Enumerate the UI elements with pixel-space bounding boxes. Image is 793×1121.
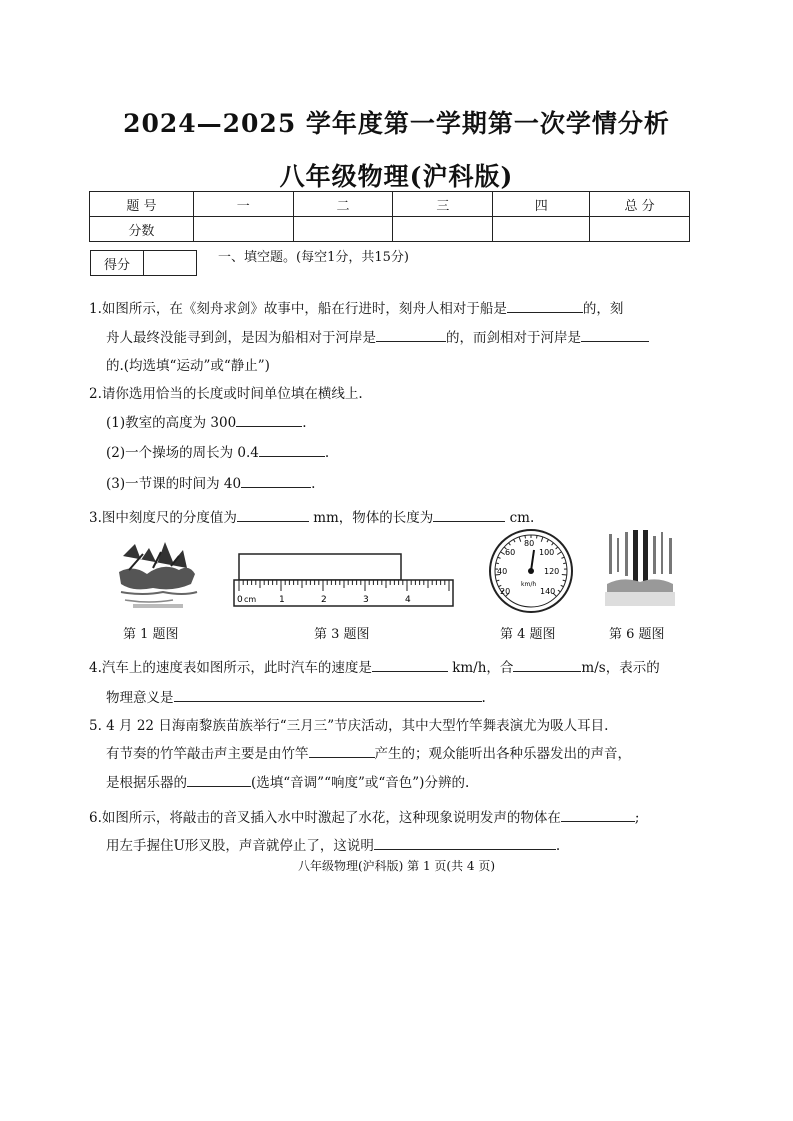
q5-text: (选填“音调”“响度”或“音色”)分辨的. — [251, 775, 470, 791]
answer-blank[interactable] — [376, 327, 446, 342]
q3-line — [89, 506, 534, 526]
score-table — [89, 191, 690, 242]
table-row — [90, 217, 690, 242]
gauge-tick — [563, 563, 566, 564]
score-cell[interactable] — [493, 217, 590, 242]
q2-text: . — [311, 476, 316, 492]
q1-text: 的，而剑相对于河岸是 — [446, 330, 581, 346]
gauge-unit: km/h — [521, 581, 537, 588]
gauge-tick — [537, 536, 538, 539]
section-heading: 一、填空题。(每空1分，共15分) — [218, 250, 409, 265]
q1-text: 的，刻 — [582, 301, 624, 317]
q2-text: (1)教室的高度为 300 — [106, 415, 237, 431]
table-cell: 总 分 — [590, 192, 690, 217]
answer-blank[interactable] — [372, 657, 448, 672]
figure-caption: 第 6 题图 — [609, 627, 665, 642]
gauge-label-140: 140 — [540, 587, 556, 596]
q2-text: . — [324, 445, 330, 461]
answer-blank[interactable] — [433, 507, 505, 522]
ruler-label-4: 4 — [405, 595, 411, 605]
q4-text: 4.汽车上的速度表如图所示，此时汽车的速度是 — [89, 660, 372, 676]
q1-line2 — [106, 326, 649, 346]
defen-label: 得分 — [91, 251, 144, 275]
answer-blank[interactable] — [236, 412, 302, 427]
q5-line2 — [106, 742, 631, 762]
answer-blank[interactable] — [259, 442, 325, 457]
boat-illustration — [113, 534, 198, 612]
q5-text: 产生的；观众能听出各种乐器发出的声音， — [374, 746, 631, 762]
q2-a — [106, 411, 306, 431]
q4-line1 — [89, 656, 660, 676]
q1-line3: 的.(均选填“运动”或“静止”) — [106, 358, 270, 374]
table-cell: 三 — [393, 192, 493, 217]
measured-object — [239, 554, 401, 580]
answer-blank[interactable] — [561, 807, 635, 822]
table-cell: 二 — [293, 192, 393, 217]
gauge-label-120: 120 — [544, 567, 560, 576]
q6-text: ; — [634, 810, 640, 826]
table-cell: 一 — [193, 192, 293, 217]
q2-text: (3)一节课的时间为 40 — [106, 476, 242, 492]
q2-text: (2)一个操场的周长为 0.4 — [106, 445, 259, 461]
q4-text: m/s，表示的 — [581, 660, 660, 676]
q3-text: cm. — [509, 510, 535, 526]
q3-text: 3.图中刻度尺的分度值为 — [89, 510, 237, 526]
defen-box — [90, 250, 197, 276]
ruler-label-2: 2 — [321, 595, 327, 605]
speedometer-figure — [488, 528, 574, 614]
gauge-label-60: 60 — [505, 548, 516, 557]
table-cell: 题 号 — [90, 192, 194, 217]
answer-blank[interactable] — [374, 835, 556, 850]
q6-line2 — [106, 834, 560, 854]
table-cell: 分数 — [90, 217, 194, 242]
fork-prong — [643, 530, 648, 582]
table-cell: 四 — [493, 192, 590, 217]
figure-caption: 第 4 题图 — [500, 627, 556, 642]
page-title: 2024—2025 学年度第一学期第一次学情分析 — [123, 109, 670, 138]
gauge-label-80: 80 — [524, 539, 535, 548]
ruler-label-3: 3 — [363, 595, 369, 605]
page-subtitle: 八年级物理(沪科版) — [279, 162, 514, 191]
q6-text: . — [555, 838, 561, 854]
gauge-label-100: 100 — [539, 548, 555, 557]
figure-caption: 第 1 题图 — [123, 627, 179, 642]
answer-blank[interactable] — [507, 298, 583, 313]
score-cell[interactable] — [293, 217, 393, 242]
ruler-unit: cm — [244, 595, 257, 604]
q3-text: mm，物体的长度为 — [313, 510, 434, 526]
q5-text: 是根据乐器的 — [106, 775, 187, 791]
answer-blank[interactable] — [309, 743, 375, 758]
fork-prong — [633, 530, 638, 582]
q1-text: 1.如图所示，在《刻舟求剑》故事中，船在行进时，刻舟人相对于船是 — [89, 301, 507, 317]
gauge-label-20: 20 — [500, 587, 511, 596]
q2-stem: 2.请你选用恰当的长度或时间单位填在横线上. — [89, 386, 363, 402]
q1-line1 — [89, 297, 623, 317]
q4-text: km/h，合 — [452, 660, 514, 676]
page-footer: 八年级物理(沪科版) 第 1 页(共 4 页) — [297, 859, 496, 873]
figure-caption: 第 3 题图 — [314, 627, 370, 642]
answer-blank[interactable] — [174, 687, 482, 702]
gauge-tick — [562, 574, 567, 575]
score-cell[interactable] — [590, 217, 690, 242]
answer-blank[interactable] — [237, 507, 309, 522]
score-cell[interactable] — [193, 217, 293, 242]
q5-line3 — [106, 771, 469, 791]
q1-text: 舟人最终没能寻到剑，是因为船相对于河岸是 — [106, 330, 376, 346]
q4-text: 物理意义是 — [106, 690, 174, 706]
answer-blank[interactable] — [581, 327, 649, 342]
gauge-label-40: 40 — [497, 567, 508, 576]
q5-text: 有节奏的竹竿敲击声主要是由竹竿 — [106, 746, 309, 762]
q4-line2 — [106, 686, 486, 706]
table-row — [90, 192, 690, 217]
q4-text: . — [481, 690, 486, 706]
answer-blank[interactable] — [513, 657, 581, 672]
q6-line1 — [89, 806, 639, 826]
score-cell[interactable] — [393, 217, 493, 242]
ruler-figure — [233, 548, 455, 610]
answer-blank[interactable] — [241, 473, 311, 488]
q2-c — [106, 472, 315, 492]
q6-text: 6.如图所示，将敲击的音叉插入水中时激起了水花，这种现象说明发声的物体在 — [89, 810, 561, 826]
ruler-label-1: 1 — [279, 595, 285, 605]
answer-blank[interactable] — [187, 772, 251, 787]
ruler-label-0: 0 — [237, 595, 243, 605]
gauge-tick — [496, 563, 499, 564]
tuning-fork-figure — [603, 530, 677, 608]
q6-text: 用左手握住U形叉股，声音就停止了，这说明 — [106, 838, 374, 854]
q5-line1: 5. 4 月 22 日海南黎族苗族举行“三月三”节庆活动，其中大型竹竿舞表演尤为吸人耳目. — [89, 718, 609, 734]
q2-b — [106, 441, 329, 461]
defen-score-cell[interactable] — [144, 251, 196, 275]
q2-text: . — [302, 415, 307, 431]
